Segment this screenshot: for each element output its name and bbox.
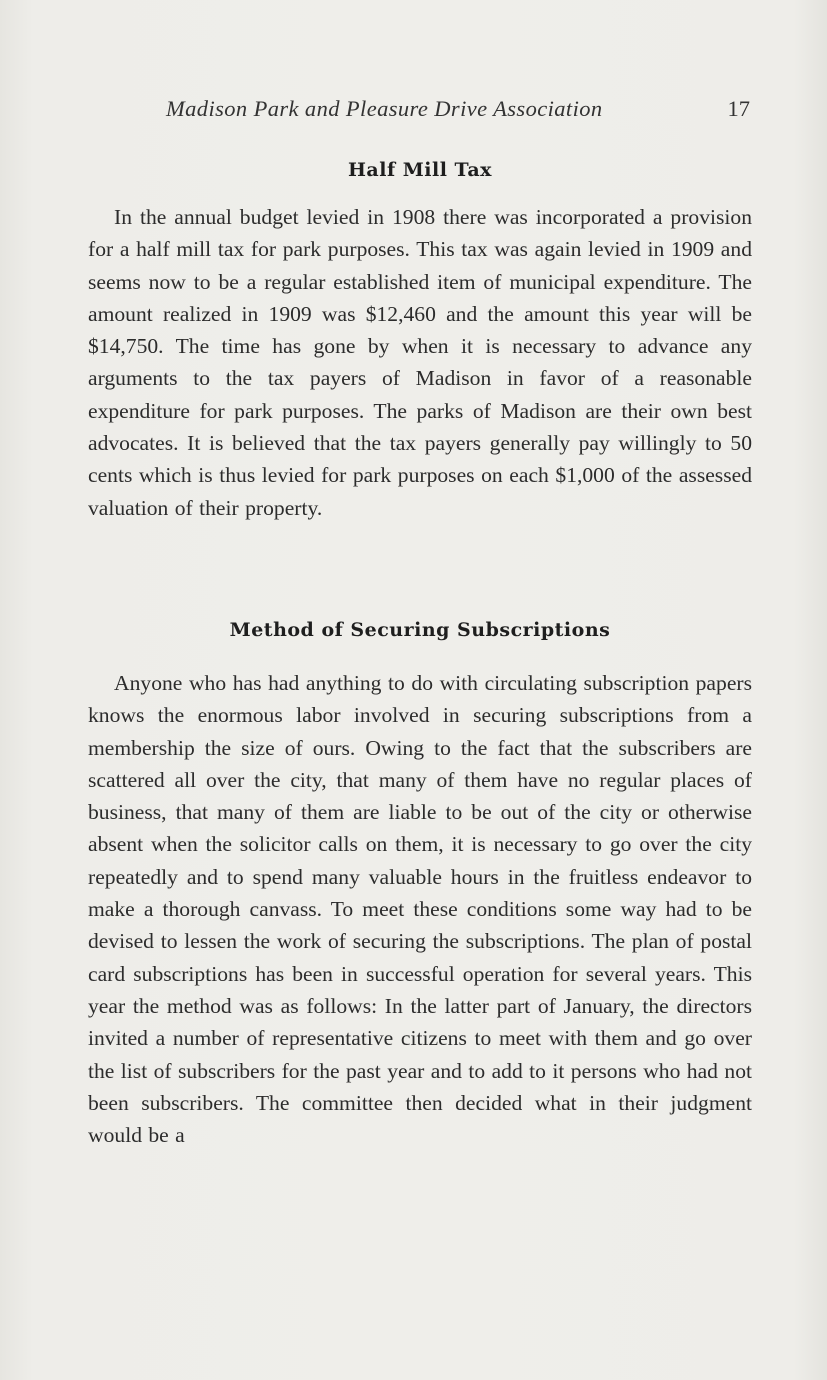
running-head [88,96,752,128]
running-head-title: Madison Park and Pleasure Drive Association [166,96,603,121]
page-number: 17 [727,96,750,121]
section-heading-half-mill-tax: Half Mill Tax [347,159,493,181]
paragraph-method-of-securing-subscriptions: Anyone who has had anything to do with circulating subscription papers knows the enormous labor involved in securing subscriptions from a membership the size of ours. Owing to the fact that the subscribers are scattered all over the city, that many of them have no regular places of business, that many of them are liable to be out of the city or otherwise absent when the solicitor calls on them, it is necessary to go over the city repeatedly and to spend many valuable hours in the fruitless endeavor to make a thorough canvass. To meet these conditions some way had to be devised to lessen the work of securing the subscriptions. The plan of postal card subscriptions has been in successful operation for several years. This year the method was as follows: In the latter part of January, the directors invited a number of representative citizens to meet with them and go over the list of subscribers for the past year and to add to it persons who had not been subscribers. The committee then decided what in their judgment would be a [88,671,752,1148]
paragraph-half-mill-tax: In the annual budget levied in 1908 there was incorporated a provision for a half mill tax for park purposes. This tax was again levied in 1909 and seems now to be a regular established item of municipal expenditure. The amount realized in 1909 was $12,460 and the amount this year will be $14,750. The time has gone by when it is necessary to advance any arguments to the tax payers of Madison in favor of a reasonable expenditure for park purposes. The parks of Madison are their own best advocates. It is believed that the tax payers generally pay willingly to 50 cents which is thus levied for park purposes on each $1,000 of the assessed valuation of their property. [88,205,752,520]
section-heading-method-of-securing-subscriptions: Method of Securing Subscriptions [229,619,611,641]
